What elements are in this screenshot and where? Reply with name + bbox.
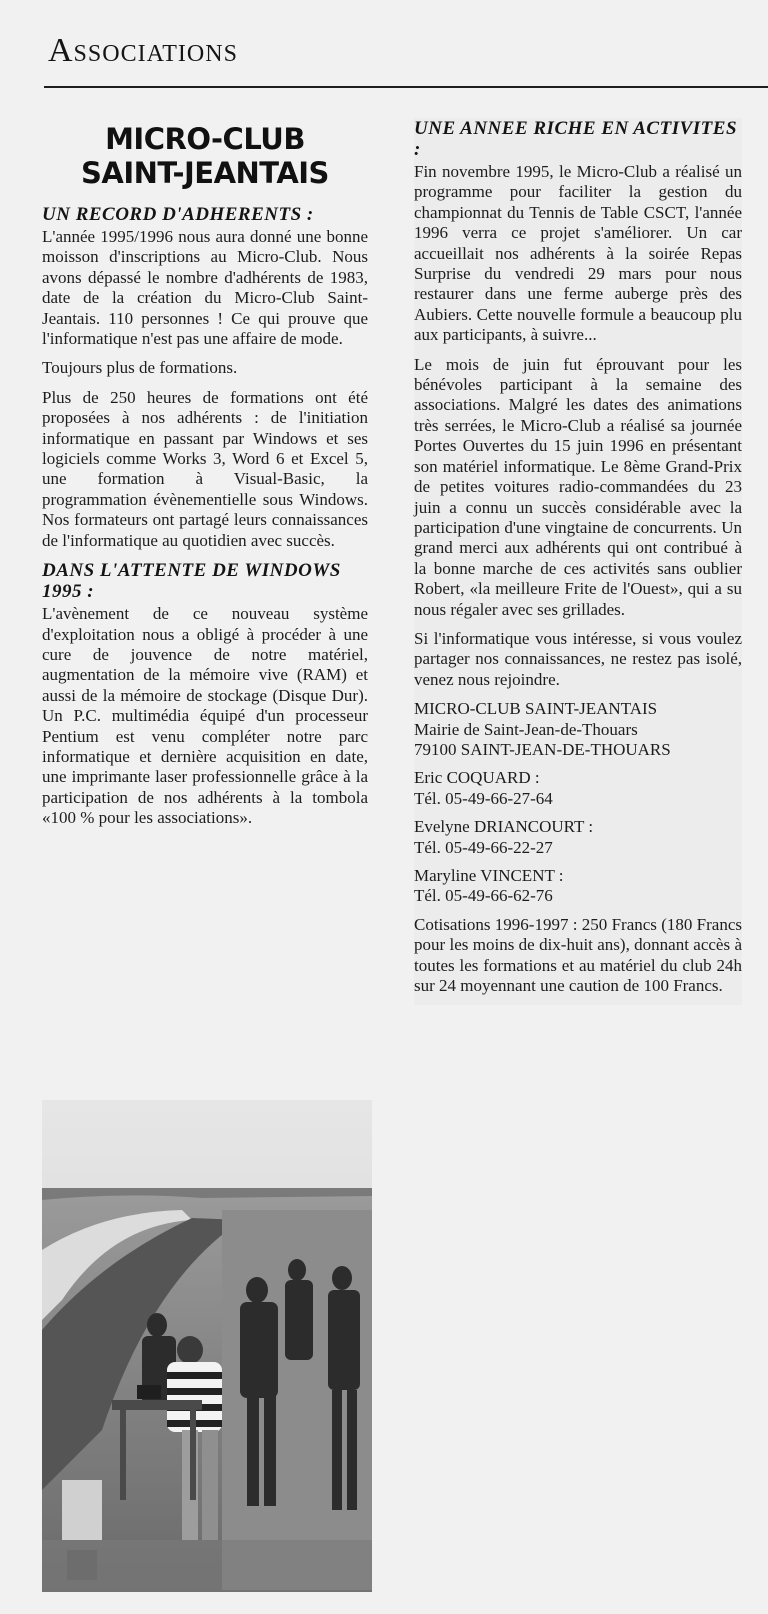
paragraph-record: L'année 1995/1996 nous aura donné une bonne moisson d'inscriptions au Micro-Club. Nous avons dépassé le nombre d'adhérents de 1983, date de la création du Micro-Club Saint-Jeantais. 110 personnes ! Ce qui prouve que l'informatique n'est pas une affaire de mode.	[42, 227, 368, 349]
contact-phone: Tél. 05-49-66-27-64	[414, 788, 553, 808]
paragraph-join: Si l'informatique vous intéresse, si vous voulez partager nos connaissances, ne restez pas isolé, venez nous rejoindre.	[414, 628, 742, 689]
club-title-line1: MICRO-CLUB	[105, 122, 305, 156]
contact-name: Evelyne DRIANCOURT :	[414, 817, 594, 837]
address-line: MICRO-CLUB SAINT-JEANTAIS	[414, 699, 658, 719]
contact-entry	[414, 817, 742, 858]
address-line: Mairie de Saint-Jean-de-Thouars	[414, 719, 638, 739]
paragraph-formations-intro: Toujours plus de formations.	[42, 358, 238, 378]
subhead-windows: DANS L'ATTENTE DE WINDOWS 1995 :	[42, 560, 341, 603]
contact-name: Eric COQUARD :	[414, 768, 540, 788]
club-title	[42, 122, 368, 190]
contact-phone: Tél. 05-49-66-22-27	[414, 837, 553, 857]
contact-entry	[414, 768, 742, 809]
club-title-line2: SAINT-JEANTAIS	[81, 156, 329, 190]
contact-entry	[414, 866, 742, 907]
paragraph-activities: Fin novembre 1995, le Micro-Club a réalisé un programme pour faciliter la gestion du championnat du Tennis de Table CSCT, l'année 1996 verra ce projet s'améliorer. Un car accueillait nos adhérents à la soirée Repas Surprise du vendredi 29 mars pour nous restaurer dans une ferme auberge près des Aubiers. Cette nouvelle formule a beaucoup plu aux participants, à suivre...	[414, 162, 742, 345]
left-column	[42, 118, 368, 838]
section-title: Associations	[48, 32, 238, 69]
paragraph-formations: Plus de 250 heures de formations ont été proposées à nos adhérents : de l'initiation informatique en passant par Windows et ses logiciels comme Works 3, Word 6 et Excel 5, une formation à Visual-Basic, la programmation évènementielle sous Windows. Nos formateurs ont partagé leurs connaissances de l'informatique au quotidien avec succès.	[42, 387, 368, 550]
page-header	[44, 30, 768, 88]
subhead-activities: UNE ANNEE RICHE EN ACTIVITES :	[414, 118, 738, 160]
address-block	[414, 699, 742, 760]
paragraph-windows: L'avènement de ce nouveau système d'exploitation nous a obligé à procéder à une cure de jouvence de notre matériel, augmentation de la mémoire vive (RAM) et aussi de la mémoire de stockage (Disque Dur). Un P.C. multimédia équipé d'un processeur Pentium est venu compléter notre parc informatique et dernière acquisition en date, une imprimante laser professionnelle grâce à la participation de nos adhérents à la tombola «100 % pour les associations».	[42, 604, 368, 828]
paragraph-june: Le mois de juin fut éprouvant pour les bénévoles participant à la semaine des associations. Malgré les dates des animations très serrées, le Micro-Club a réalisé sa journée Portes Ouvertes du 15 juin 1996 en présentant son matériel informatique. Le 8ème Grand-Prix de petites voitures radio-commandées du 23 juin a connu un succès considérable avec la participation d'une vingtaine de concurrents. Un grand merci aux adhérents qui ont contribué à la bonne marche de ces activités sans oublier Robert, «la meilleure Frite de l'Ouest», qui a su nous régaler avec ses grillades.	[414, 354, 742, 619]
contact-phone: Tél. 05-49-66-62-76	[414, 886, 553, 906]
event-photo	[42, 1100, 372, 1592]
paragraph-fees: Cotisations 1996-1997 : 250 Francs (180 Francs pour les moins de dix-huit ans), donnant accès à toutes les formations et au matériel du club 24h sur 24 moyennant une caution de 100 Francs.	[414, 914, 742, 996]
subhead-record: UN RECORD D'ADHERENTS :	[42, 204, 314, 225]
photo-radio-controlled-cars-event-icon	[42, 1100, 372, 1592]
address-line: 79100 SAINT-JEAN-DE-THOUARS	[414, 739, 671, 759]
right-column	[414, 118, 742, 1005]
contact-name: Maryline VINCENT :	[414, 866, 564, 885]
